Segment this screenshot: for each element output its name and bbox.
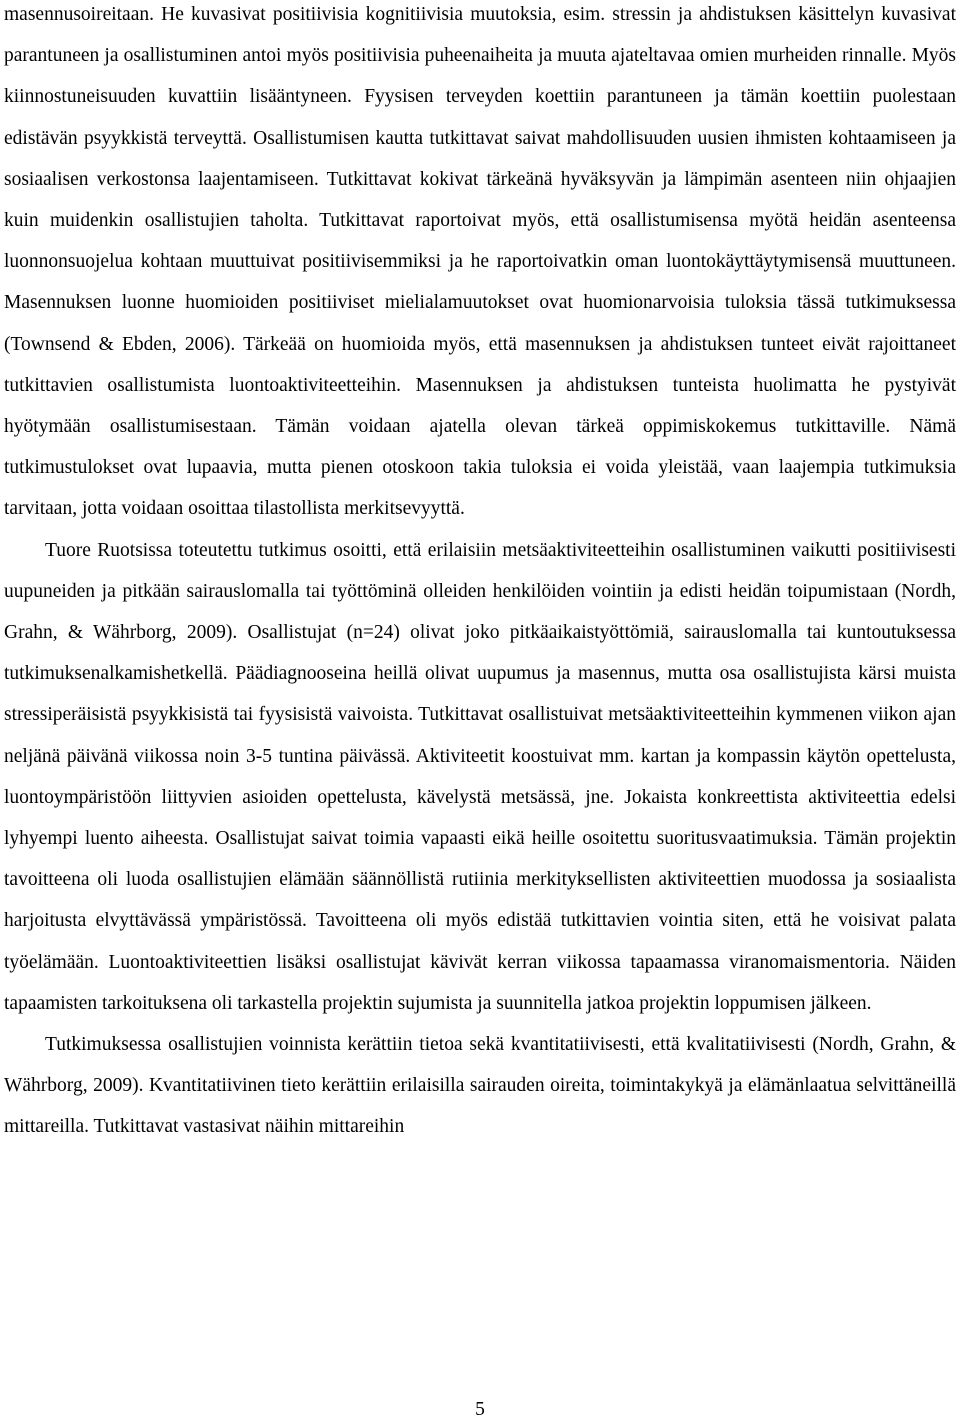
paragraph-1: masennusoireitaan. He kuvasivat positiivisia kognitiivisia muutoksia, esim. stressin ja ahdistuksen käsittelyn kuvasivat parantuneen ja osallistuminen antoi myös positiivisia puheenaiheita ja muuta ajateltavaa omien murheiden rinnalle. Myös kiinnostuneisuuden kuvattiin lisääntyneen. Fyysisen terveyden koettiin parantuneen ja tämän koettiin puolestaan edistävän psyykkistä terveyttä. Osallistumisen kautta tutkittavat saivat mahdollisuuden uusien ihmisten kohtaamiseen ja sosiaalisen verkostonsa laajentamiseen. Tutkittavat kokivat tärkeänä hyväksyvän ja lämpimän asenteen niin ohjaajien kuin muidenkin osallistujien taholta. Tutkittavat raportoivat myös, että osallistumisensa myötä heidän asenteensa luonnonsuojelua kohtaan muuttuivat positiivisemmiksi ja he raportoivatkin oman luontokäyttäytymisensä muuttuneen. Masennuksen luonne huomioiden positiiviset mielialamuutokset ovat huomionarvoisia tuloksia tässä tutkimuksessa (Townsend & Ebden, 2006). Tärkeää on huomioida myös, että masennuksen ja ahdistuksen tunteet eivät rajoittaneet tutkittavien osallistumista luontoaktiviteetteihin. Masennuksen ja ahdistuksen tunteista huolimatta he pystyivät hyötymään osallistumisestaan. Tämän voidaan ajatella olevan tärkeä oppimiskokemus tutkittaville. Nämä tutkimustulokset ovat lupaavia, mutta pienen otoskoon takia tuloksia ei voida yleistää, vaan laajempia tutkimuksia tarvitaan, jotta voidaan osoittaa tilastollista merkitsevyyttä. (4, 4, 956, 520)
paragraph-3: Tutkimuksessa osallistujien voinnista kerättiin tietoa sekä kvantitatiivisesti, että kvalitatiivisesti (Nordh, Grahn, & Währborg, 2009). Kvantitatiivinen tieto kerättiin erilaisilla sairauden oireita, toimintakykyä ja elämänlaatua selvittäneillä mittareilla. Tutkittavat vastasivat näihin mittareihin (4, 1034, 956, 1138)
paragraph-2: Tuore Ruotsissa toteutettu tutkimus osoitti, että erilaisiin metsäaktiviteetteihin osallistuminen vaikutti positiivisesti uupuneiden ja pitkään sairauslomalla tai työttöminä olleiden henkilöiden vointiin ja edisti heidän toipumistaan (Nordh, Grahn, & Währborg, 2009). Osallistujat (n=24) olivat joko pitkäaikaistyöttömiä, sairauslomalla tai kuntoutuksessa tutkimuksenalkamishetkellä. Päädiagnooseina heillä olivat uupumus ja masennus, mutta osa osallistujista kärsi muista stressiperäisistä psyykkisistä tai fyysisistä vaivoista. Tutkittavat osallistuivat metsäaktiviteetteihin kymmenen viikon ajan neljänä päivänä viikossa noin 3-5 tuntina päivässä. Aktiviteetit koostuivat mm. kartan ja kompassin käytön opettelusta, luontoympäristöön liittyvien asioiden opettelusta, kävelystä metsässä, jne. Jokaista konkreettista aktiviteettia edelsi lyhyempi luento aiheesta. Osallistujat saivat toimia vapaasti eikä heille osoitettu suoritusvaatimuksia. Tämän projektin tavoitteena oli luoda osallistujien elämään säännöllistä rutiinia merkityksellisten aktiviteettien muodossa ja sosiaalista harjoitusta elvyttävässä ympäristössä. Tavoitteena oli myös edistää tutkittavien vointia siten, että he voisivat palata työelämään. Luontoaktiviteettien lisäksi osallistujat kävivät kerran viikossa tapaamassa viranomaismentoria. Näiden tapaamisten tarkoituksena oli tarkastella projektin sujumista ja suunnitella jatkoa projektin loppumisen jälkeen. (4, 539, 956, 1014)
page-number: 5 (475, 1399, 485, 1420)
